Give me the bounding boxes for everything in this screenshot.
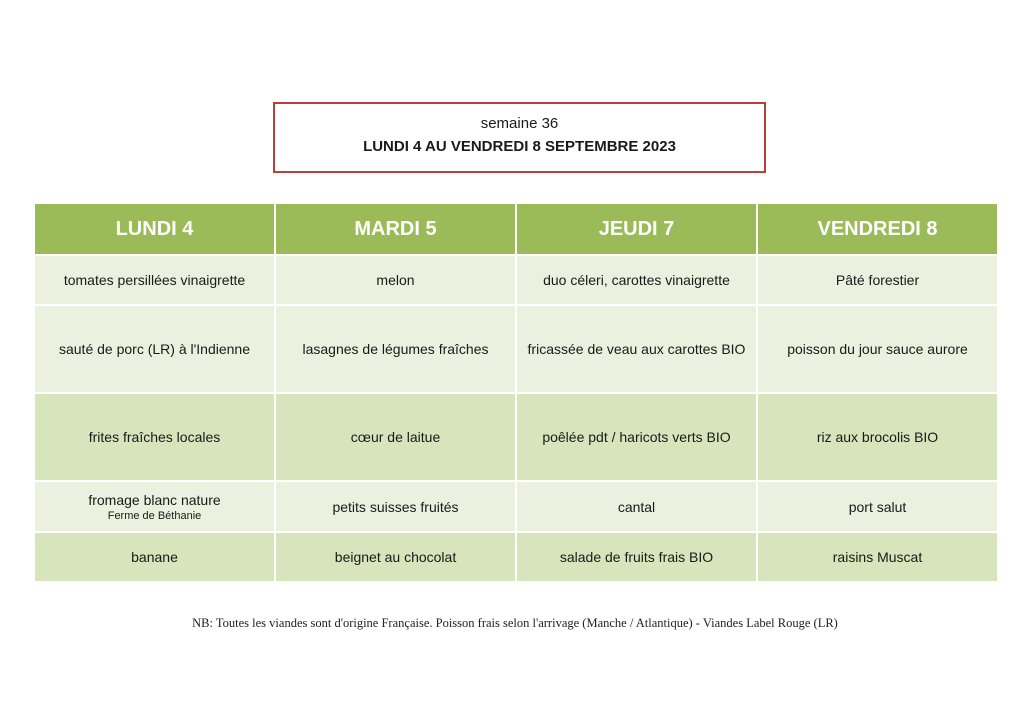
week-dates: LUNDI 4 AU VENDREDI 8 SEPTEMBRE 2023	[363, 138, 676, 155]
menu-cell: salade de fruits frais BIO	[516, 532, 757, 582]
menu-cell-text: fromage blanc nature	[88, 491, 221, 508]
menu-cell: raisins Muscat	[757, 532, 998, 582]
menu-cell: banane	[34, 532, 275, 582]
day-header-monday: LUNDI 4	[34, 203, 275, 255]
day-header-friday: VENDREDI 8	[757, 203, 998, 255]
menu-table	[33, 202, 999, 583]
menu-cell: melon	[275, 255, 516, 305]
menu-cell: sauté de porc (LR) à l'Indienne	[34, 305, 275, 393]
menu-cell: duo céleri, carottes vinaigrette	[516, 255, 757, 305]
week-number: semaine 36	[480, 115, 559, 132]
day-header-row	[34, 203, 998, 255]
side-dish-row	[34, 393, 998, 481]
menu-cell: Pâté forestier	[757, 255, 998, 305]
menu-cell: fricassée de veau aux carottes BIO	[516, 305, 757, 393]
menu-cell: frites fraîches locales	[34, 393, 275, 481]
menu-cell: cœur de laitue	[275, 393, 516, 481]
day-header-tuesday: MARDI 5	[275, 203, 516, 255]
dessert-row	[34, 532, 998, 582]
menu-cell: lasagnes de légumes fraîches	[275, 305, 516, 393]
menu-cell: poisson du jour sauce aurore	[757, 305, 998, 393]
menu-cell	[34, 481, 275, 532]
menu-cell: poêlée pdt / haricots verts BIO	[516, 393, 757, 481]
producer-note: Ferme de Béthanie	[107, 509, 202, 522]
footnote: NB: Toutes les viandes sont d'origine Française. Poisson frais selon l'arrivage (Manche / Atlantique) - Viandes Label Rouge (LR)	[192, 616, 838, 630]
menu-cell: beignet au chocolat	[275, 532, 516, 582]
main-dish-row	[34, 305, 998, 393]
menu-cell: tomates persillées vinaigrette	[34, 255, 275, 305]
dairy-row	[34, 481, 998, 532]
menu-cell: cantal	[516, 481, 757, 532]
day-header-thursday: JEUDI 7	[516, 203, 757, 255]
menu-cell: port salut	[757, 481, 998, 532]
menu-cell: petits suisses fruités	[275, 481, 516, 532]
menu-cell: riz aux brocolis BIO	[757, 393, 998, 481]
starter-row	[34, 255, 998, 305]
week-title-box	[273, 102, 766, 173]
